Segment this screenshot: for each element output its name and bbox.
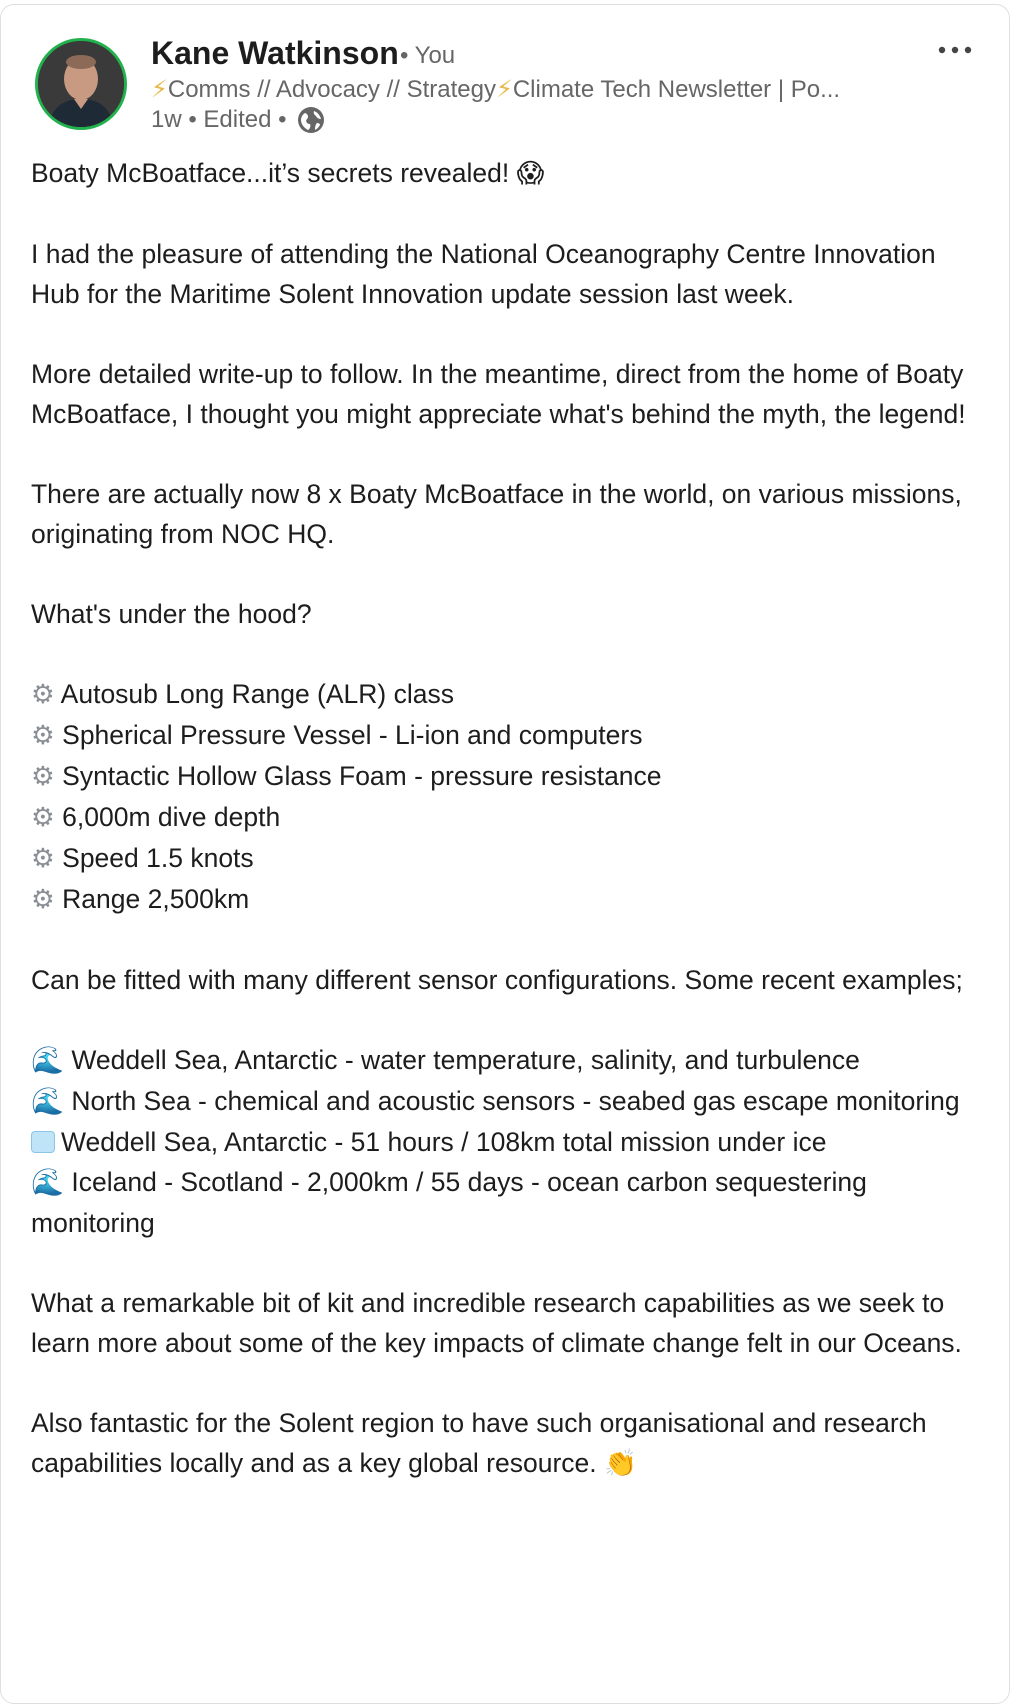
author-avatar[interactable]	[35, 38, 127, 130]
more-horizontal-icon	[938, 46, 972, 54]
post-body	[31, 153, 991, 1484]
author-name[interactable]: Kane Watkinson	[151, 35, 399, 71]
more-options-button[interactable]	[931, 33, 979, 67]
scream-emoji-icon: 😱	[516, 158, 545, 189]
gear-icon: ⚙	[31, 679, 55, 710]
headline-text: Comms // Advocacy // Strategy	[167, 76, 496, 103]
gear-icon: ⚙	[31, 720, 55, 751]
spec-item: ⚙ Range 2,500km	[31, 884, 250, 915]
mission-item: Weddell Sea, Antarctic - 51 hours / 108km total mission under ice	[31, 1122, 991, 1162]
gear-icon: ⚙	[31, 884, 55, 915]
lightning-icon: ⚡	[495, 76, 513, 103]
paragraph-6: What a remarkable bit of kit and incredible research capabilities as we seek to learn more about some of the key impacts of climate change felt in our Oceans.	[31, 1288, 962, 1358]
gear-icon: ⚙	[31, 843, 55, 874]
gear-icon: ⚙	[31, 761, 55, 792]
mission-item: 🌊 Iceland - Scotland - 2,000km / 55 days - ocean carbon sequestering monitoring	[31, 1167, 867, 1238]
wave-icon: 🌊	[31, 1045, 64, 1076]
mission-item: 🌊 North Sea - chemical and acoustic sensors - seabed gas escape monitoring	[31, 1086, 960, 1117]
gear-icon: ⚙	[31, 802, 55, 833]
connection-degree: • You	[400, 42, 456, 69]
spec-item: ⚙ Speed 1.5 knots	[31, 843, 254, 874]
headline-text-rest: Climate Tech Newsletter | Po...	[512, 76, 841, 103]
paragraph-1: I had the pleasure of attending the National Oceanography Centre Innovation Hub for the Maritime Solent Innovation update session last week.	[31, 239, 936, 309]
wave-icon: 🌊	[31, 1086, 64, 1117]
post-timestamp: 1w • Edited •	[151, 106, 287, 133]
spec-item: ⚙ Syntactic Hollow Glass Foam - pressure resistance	[31, 761, 662, 792]
paragraph-3: There are actually now 8 x Boaty McBoatface in the world, on various missions, originating from NOC HQ.	[31, 479, 962, 549]
post-meta	[151, 106, 325, 134]
lightning-icon: ⚡	[151, 76, 168, 103]
post-card	[0, 4, 1010, 1704]
mission-item: 🌊 Weddell Sea, Antarctic - water temperature, salinity, and turbulence	[31, 1045, 860, 1076]
paragraph-5: Can be fitted with many different sensor configurations. Some recent examples;	[31, 965, 963, 995]
paragraph-4: What's under the hood?	[31, 599, 312, 629]
author-headline[interactable]	[151, 75, 896, 104]
paragraph-2: More detailed write-up to follow. In the meantime, direct from the home of Boaty McBoatface, I thought you might appreciate what's behind the myth, the legend!	[31, 359, 966, 429]
spec-item: ⚙ 6,000m dive depth	[31, 802, 281, 833]
spec-item: ⚙ Autosub Long Range (ALR) class	[31, 679, 454, 710]
ice-cube-icon	[31, 1131, 55, 1153]
clapping-hands-icon: 👏	[604, 1448, 638, 1479]
spec-item: ⚙ Spherical Pressure Vessel - Li-ion and computers	[31, 720, 643, 751]
avatar-photo	[38, 41, 124, 127]
globe-icon	[297, 106, 325, 134]
post-title-line: Boaty McBoatface...it’s secrets revealed! 😱	[31, 158, 545, 189]
wave-icon: 🌊	[31, 1167, 64, 1198]
paragraph-7: Also fantastic for the Solent region to have such organisational and research capabilities locally and as a key global resource. 👏	[31, 1408, 927, 1479]
